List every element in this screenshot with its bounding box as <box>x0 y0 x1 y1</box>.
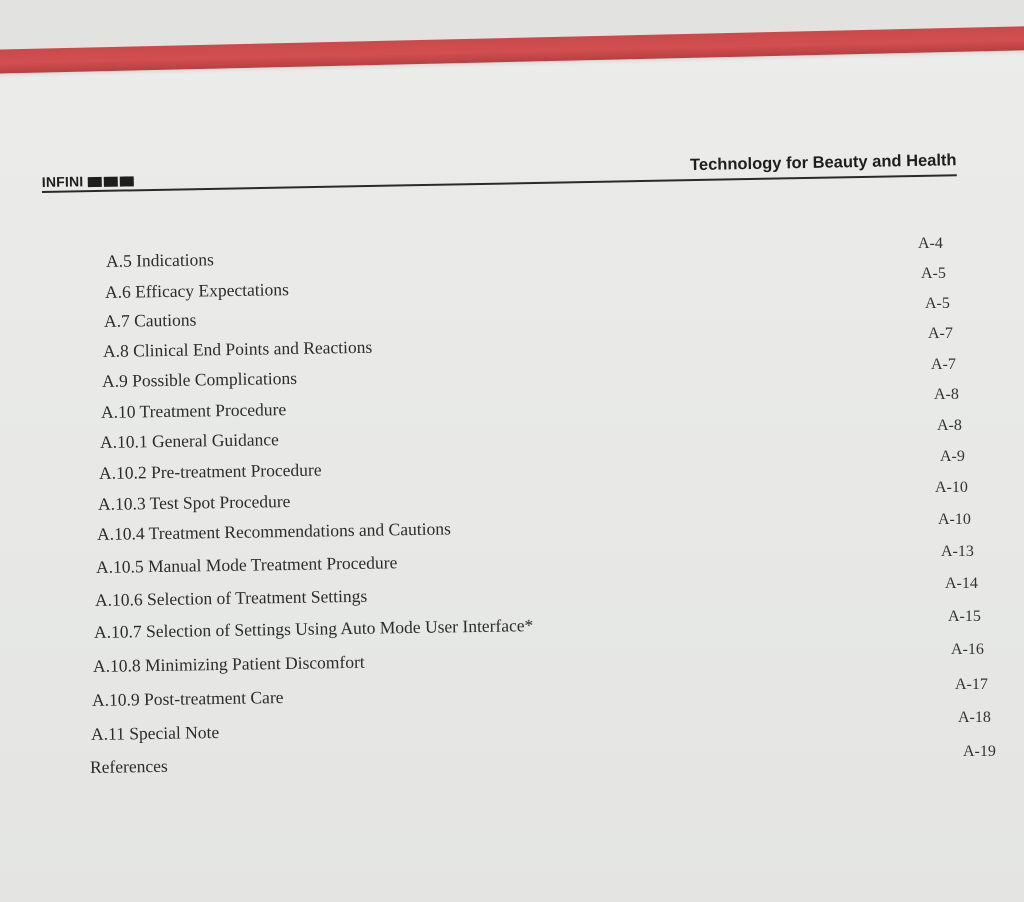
toc-entry-page-number: A-8 <box>934 386 959 403</box>
toc-entry-label: A.5 Indications <box>105 249 215 271</box>
toc-entry-page-number: A-7 <box>931 356 956 373</box>
toc-entry-page-number: A-7 <box>928 325 953 342</box>
toc-entry-page-number: A-14 <box>945 575 978 592</box>
toc-entry-label: References <box>89 755 168 777</box>
toc-entry-page-number: A-4 <box>918 235 943 252</box>
toc-entry-label: A.10 Treatment Procedure <box>100 399 287 422</box>
brand-name: INFINI <box>41 173 84 191</box>
toc-entry-page-number: A-19 <box>963 743 996 760</box>
toc-entry-page-number: A-17 <box>955 676 988 693</box>
toc-entry-label: A.10.9 Post-treatment Care <box>91 686 284 710</box>
toc-entry-label: A.10.1 General Guidance <box>99 429 279 452</box>
toc-entry-label: A.8 Clinical End Points and Reactions <box>102 336 373 361</box>
toc-entry-label: A.9 Possible Complications <box>101 367 298 391</box>
toc-entry-label: A.10.3 Test Spot Procedure <box>97 490 291 514</box>
toc-entry-page-number: A-16 <box>951 641 984 658</box>
toc-entry-label: A.7 Cautions <box>103 309 197 331</box>
toc-entry-label: A.10.5 Manual Mode Treatment Procedure <box>95 552 398 577</box>
toc-entry-label: A.10.4 Treatment Recommendations and Cautions <box>96 518 451 544</box>
toc-entry-label: A.10.6 Selection of Treatment Settings <box>94 585 368 610</box>
toc-entry-page-number: A-5 <box>925 295 950 312</box>
toc-entry-page-number: A-10 <box>938 511 971 528</box>
toc-entry-label: A.11 Special Note <box>90 721 220 744</box>
toc-entry-page-number: A-13 <box>941 543 974 560</box>
toc-entry-page-number: A-18 <box>958 709 991 726</box>
toc-entry-label: A.10.2 Pre-treatment Procedure <box>98 459 322 483</box>
toc-entry-label: A.6 Efficacy Expectations <box>104 279 289 302</box>
toc-entry-page-number: A-10 <box>935 479 968 496</box>
toc-entry-page-number: A-5 <box>921 265 946 282</box>
toc-entry-label: A.10.7 Selection of Settings Using Auto Mode User Interface* <box>93 615 534 642</box>
toc-entry-page-number: A-15 <box>948 608 981 625</box>
header-tagline: Technology for Beauty and Health <box>689 151 957 175</box>
toc-entry-page-number: A-8 <box>937 417 962 434</box>
toc-entry-page-number: A-9 <box>940 448 965 465</box>
toc-entry-label: A.10.8 Minimizing Patient Discomfort <box>92 651 365 676</box>
